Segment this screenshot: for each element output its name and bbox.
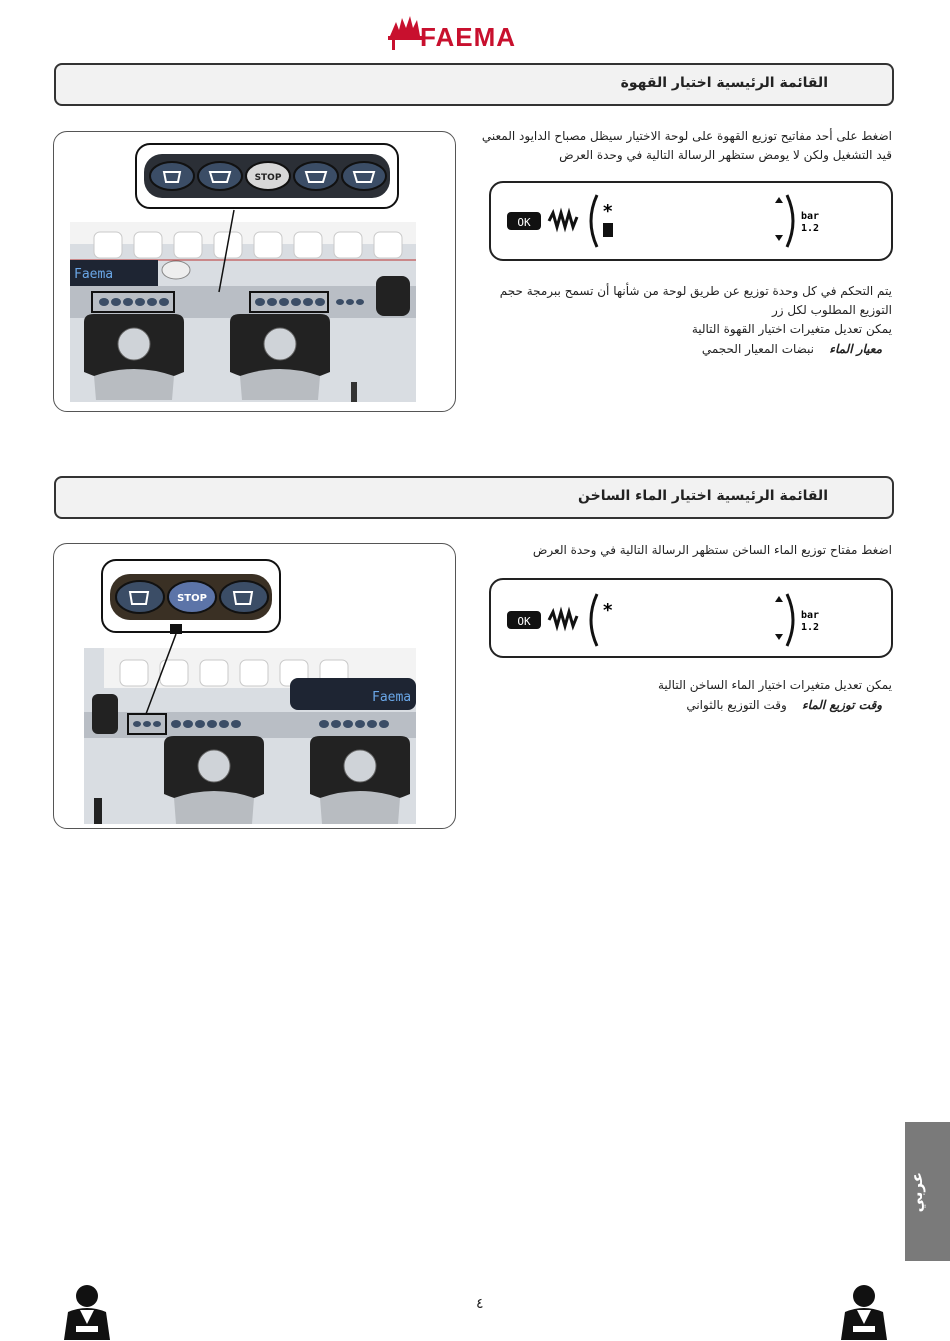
hot-water-machine-photo — [53, 543, 456, 829]
lcd-display-coffee — [489, 181, 893, 261]
page-number: ٤ — [476, 1296, 484, 1312]
display-star: * — [603, 600, 613, 621]
barista-left-icon — [58, 1284, 116, 1340]
hot-water-variables-intro: يمكن تعديل متغيرات اختيار الماء الساخن التالية — [657, 678, 892, 692]
pressure-unit: bar — [801, 211, 820, 222]
display-screen-text: Faema — [74, 267, 114, 282]
param-desc: نبضات المعيار الحجمي — [701, 342, 815, 356]
section-title: القائمة الرئيسية اختيار القهوة — [620, 75, 828, 91]
display-cursor-block — [603, 223, 613, 237]
ok-indicator: OK — [517, 615, 531, 628]
hot-water-parameter-row — [480, 696, 882, 715]
section-title: القائمة الرئيسية اختيار الماء الساخن — [578, 488, 828, 504]
heating-wave-icon — [549, 612, 577, 626]
arrow-up-icon — [775, 596, 783, 602]
display-star: * — [603, 201, 613, 222]
coffee-variables-intro: يمكن تعديل متغيرات اختيار القهوة التالية — [691, 322, 892, 336]
arrow-down-icon — [775, 634, 783, 640]
section-header-coffee — [54, 63, 894, 106]
param-name: وقت توزيع الماء — [802, 698, 882, 712]
barista-right-icon — [835, 1284, 893, 1340]
lcd-display-hot-water — [489, 578, 893, 658]
arrow-down-icon — [775, 235, 783, 241]
stop-button-label: STOP — [177, 593, 207, 604]
coffee-instruction-text: اضغط على أحد مفاتيح توزيع القهوة على لوحة الاختيار سيظل مصباح الدايود المعني قيد التشغيل ولكن لا يومض ستظهر الرسالة التالية في وحدة العرض — [481, 129, 892, 162]
stop-button-label: STOP — [254, 173, 282, 183]
coffee-machine-photo — [53, 131, 456, 412]
pressure-unit: bar — [801, 610, 820, 621]
heating-wave-icon — [549, 213, 577, 227]
ok-indicator: OK — [517, 216, 531, 229]
faema-logo — [386, 14, 566, 52]
language-tab-label: عربي — [908, 1172, 926, 1213]
arrow-up-icon — [775, 197, 783, 203]
pressure-value: 1.2 — [801, 622, 820, 633]
coffee-parameter-row — [480, 340, 882, 359]
param-desc: وقت التوزيع بالثواني — [686, 698, 787, 712]
coffee-description-text: يتم التحكم في كل وحدة توزيع عن طريق لوحة من شأنها أن تسمح ببرمجة حجم التوزيع المطلوب لكل زر — [499, 284, 892, 317]
section-header-hot-water — [54, 476, 894, 519]
language-side-tab — [905, 1122, 950, 1261]
pressure-value: 1.2 — [801, 223, 820, 234]
brand-wordmark: FAEMA — [420, 22, 516, 52]
param-name: معيار الماء — [829, 342, 882, 356]
display-screen-text: Faema — [372, 690, 412, 705]
hot-water-instruction-text: اضغط مفتاح توزيع الماء الساخن ستظهر الرسالة التالية في وحدة العرض — [532, 543, 892, 557]
